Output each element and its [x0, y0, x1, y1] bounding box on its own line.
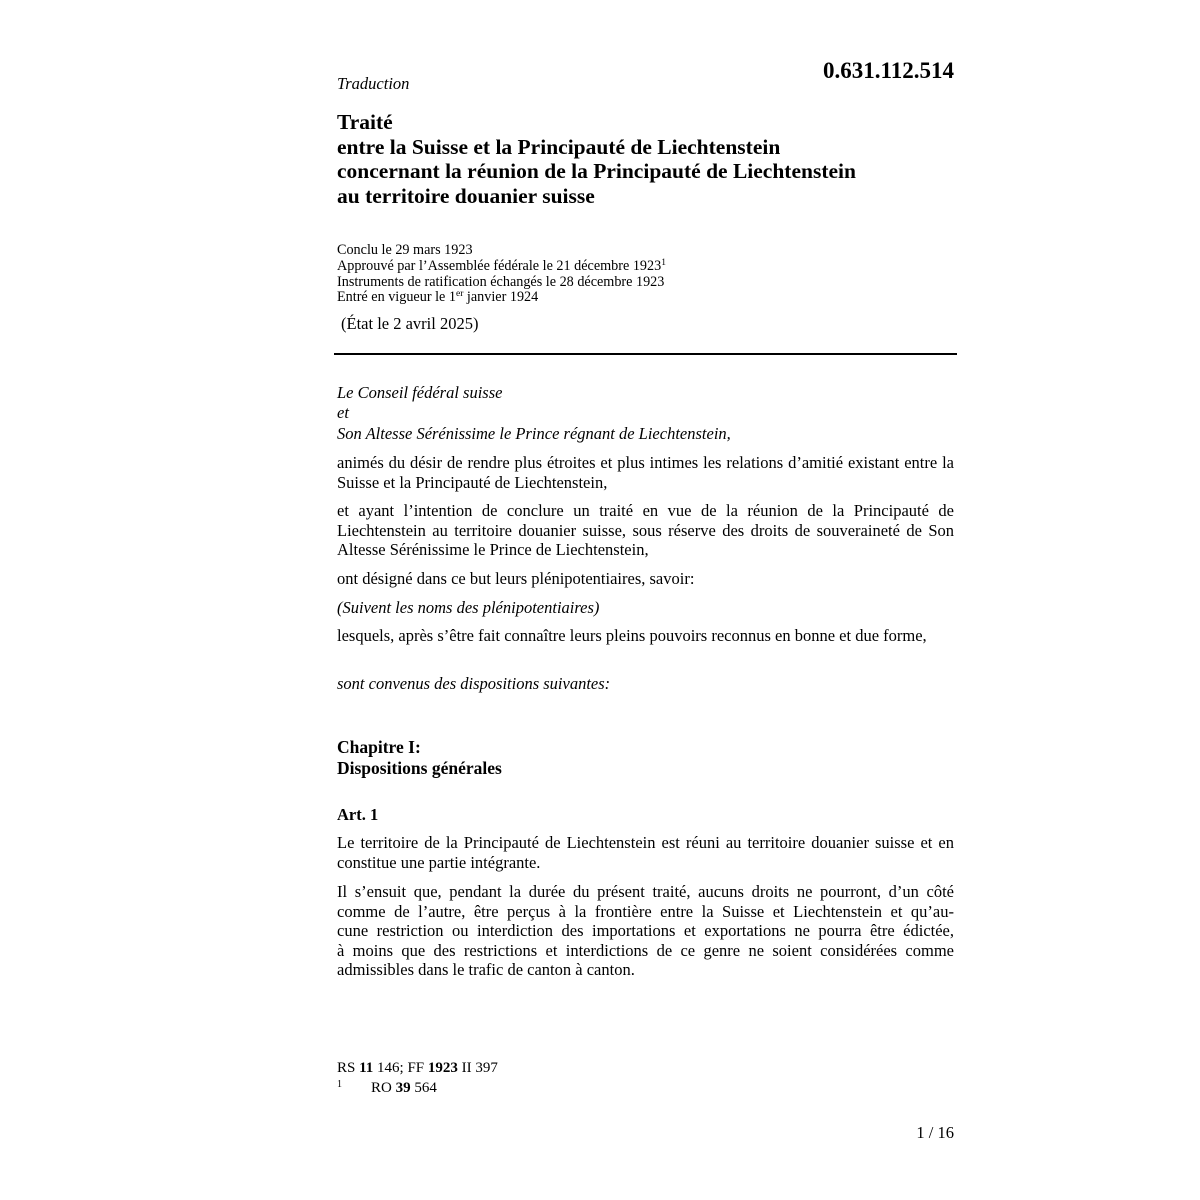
ref-text: II 397	[457, 1060, 498, 1076]
title-line: concernant la réunion de la Principauté de Liechtenstein	[337, 159, 856, 183]
title-line: au territoire douanier suisse	[337, 183, 595, 208]
paragraph-line: comme de l’autre, être perçus à la frontière entre la Suisse et Liechtenstein et qu’au-	[337, 901, 954, 921]
concluded-date: Conclu le 29 mars 1923	[337, 242, 473, 258]
document-title	[337, 110, 977, 208]
title-line: entre la Suisse et la Principauté de Liechtenstein	[337, 134, 781, 159]
footnote-1: 1 RO 39 564	[337, 1079, 437, 1096]
approved-date	[337, 259, 837, 275]
footnote-ref[interactable]: 1	[661, 257, 666, 268]
ref-volume: 11	[359, 1060, 374, 1076]
article-paragraph	[337, 882, 954, 980]
ref-year: 1923	[427, 1060, 458, 1076]
status-date: (État le 2 avril 2025)	[341, 314, 479, 333]
chapter-title: Dispositions générales	[337, 758, 502, 778]
source-reference	[337, 1058, 498, 1078]
ref-text: RS	[337, 1060, 360, 1076]
paragraph-line: admissibles dans le trafic de canton à canton.	[337, 960, 635, 979]
preamble-paragraph: animés du désir de rendre plus étroites et plus intimes les relations d’amitié existant entre la Suisse et la Principauté de Liechtenstein,	[337, 453, 954, 492]
entry-into-force-date	[337, 290, 837, 306]
plenipotentiaries-note: (Suivent les noms des plénipotentiaires)	[337, 598, 600, 617]
chapter-heading	[337, 737, 502, 779]
approved-text: Approuvé par l’Assemblée fédérale le 21 décembre 1923	[337, 257, 662, 274]
paragraph-line: Il s’ensuit que, pendant la durée du présent traité, aucuns droits ne pourront, d’un côté	[337, 882, 954, 901]
ordinal-suffix: er	[455, 289, 464, 300]
party-swiss-council: Le Conseil fédéral suisse	[337, 383, 503, 402]
entry-text-a: Entré en vigueur le 1	[337, 289, 456, 306]
party-prince: Son Altesse Sérénissime le Prince régnant de Liechtenstein,	[337, 424, 731, 443]
paragraph-line: à moins que des restrictions et interdictions de ce genre ne soient considérées comme	[337, 940, 954, 960]
header-divider	[334, 353, 957, 355]
ratification-date: Instruments de ratification échangés le 28 décembre 1923	[337, 273, 665, 290]
preamble-paragraph: ont désigné dans ce but leurs plénipotentiaires, savoir:	[337, 569, 695, 588]
paragraph-line: cune restriction ou interdiction des importations et exportations ne pourra être édictée,	[337, 921, 954, 940]
ref-volume: 39	[395, 1080, 411, 1096]
preamble-paragraph: lesquels, après s’être fait connaître leurs pleins pouvoirs reconnus en bonne et due forme,	[337, 626, 927, 645]
ref-text: RO	[371, 1080, 396, 1096]
ref-text: 564	[410, 1080, 437, 1096]
treaty-metadata	[337, 243, 837, 306]
entry-text-b: janvier 1924	[463, 289, 539, 306]
ref-text: 146; FF	[373, 1060, 428, 1076]
title-line: Traité	[337, 110, 393, 134]
party-conjunction: et	[337, 403, 349, 422]
article-paragraph: Le territoire de la Principauté de Liechtenstein est réuni au territoire douanier suisse et en constitue une partie intégrante.	[337, 833, 954, 872]
article-heading: Art. 1	[337, 805, 379, 824]
page-number: 1 / 16	[916, 1123, 954, 1142]
chapter-label: Chapitre I:	[337, 737, 421, 757]
document-number: 0.631.112.514	[823, 58, 954, 83]
preamble-paragraph: et ayant l’intention de conclure un traité en vue de la réunion de la Principauté de Liechtenstein au territoire douanier suisse, sous réserve des droits de souveraineté de Son Altesse Sérénissime le Prince de Liechtenstein,	[337, 501, 954, 559]
preamble-conclusion: sont convenus des dispositions suivantes:	[337, 674, 611, 693]
footnotes	[337, 1058, 498, 1098]
translation-label: Traduction	[337, 74, 410, 93]
